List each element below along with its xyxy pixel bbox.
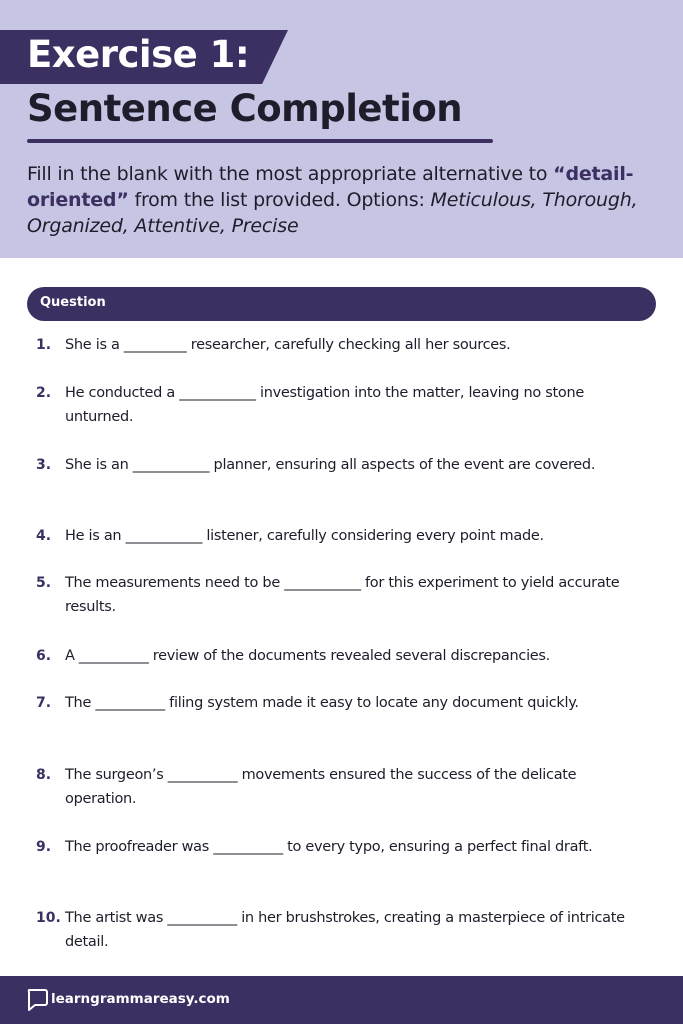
question-text: She is a _________ researcher, carefully checking all her sources. (65, 337, 511, 353)
instructions (27, 161, 667, 239)
scalloped-edge (0, 248, 683, 262)
question-text: A __________ review of the documents revealed several discrepancies. (65, 648, 550, 664)
question-number: 4. (36, 528, 52, 544)
question-text: The proofreader was __________ to every typo, ensuring a perfect final draft. (65, 839, 593, 855)
question-text: The measurements need to be ___________ for this experiment to yield accurate results. (65, 575, 620, 615)
question-number: 8. (36, 767, 52, 783)
question-header-label: Question (40, 295, 106, 310)
question-number: 7. (36, 695, 52, 711)
question-text: The __________ filing system made it easy to locate any document quickly. (65, 695, 579, 711)
question-number: 1. (36, 337, 52, 353)
question-text: He is an ___________ listener, carefully considering every point made. (65, 528, 544, 544)
question-text: He conducted a ___________ investigation into the matter, leaving no stone unturned. (65, 385, 584, 425)
instructions-text-2: from the list provided. Options: (128, 189, 431, 211)
options-list: Meticulous, Thorough, Organized, Attentive, Precise (27, 189, 638, 237)
question-number: 2. (36, 385, 52, 401)
question-number: 9. (36, 839, 52, 855)
question-number: 6. (36, 648, 52, 664)
exercise-subtitle: Sentence Completion (27, 87, 463, 130)
footer-url[interactable]: learngrammareasy.com (51, 991, 230, 1007)
chat-bubble-icon (26, 988, 48, 1012)
question-text: She is an ___________ planner, ensuring all aspects of the event are covered. (65, 457, 596, 473)
question-text: The artist was __________ in her brushstrokes, creating a masterpiece of intricate detail. (65, 910, 625, 950)
instructions-text: Fill in the blank with the most appropriate alternative to (27, 163, 554, 185)
question-number: 10. (36, 910, 61, 926)
instructions-keyword: “detail-oriented” (27, 163, 634, 211)
question-number: 3. (36, 457, 52, 473)
exercise-title: Exercise 1: (27, 33, 250, 76)
title-underline (27, 139, 493, 143)
question-text: The surgeon’s __________ movements ensured the success of the delicate operation. (65, 767, 577, 807)
question-number: 5. (36, 575, 52, 591)
footer (0, 976, 683, 1024)
question-header-bar (27, 287, 656, 321)
